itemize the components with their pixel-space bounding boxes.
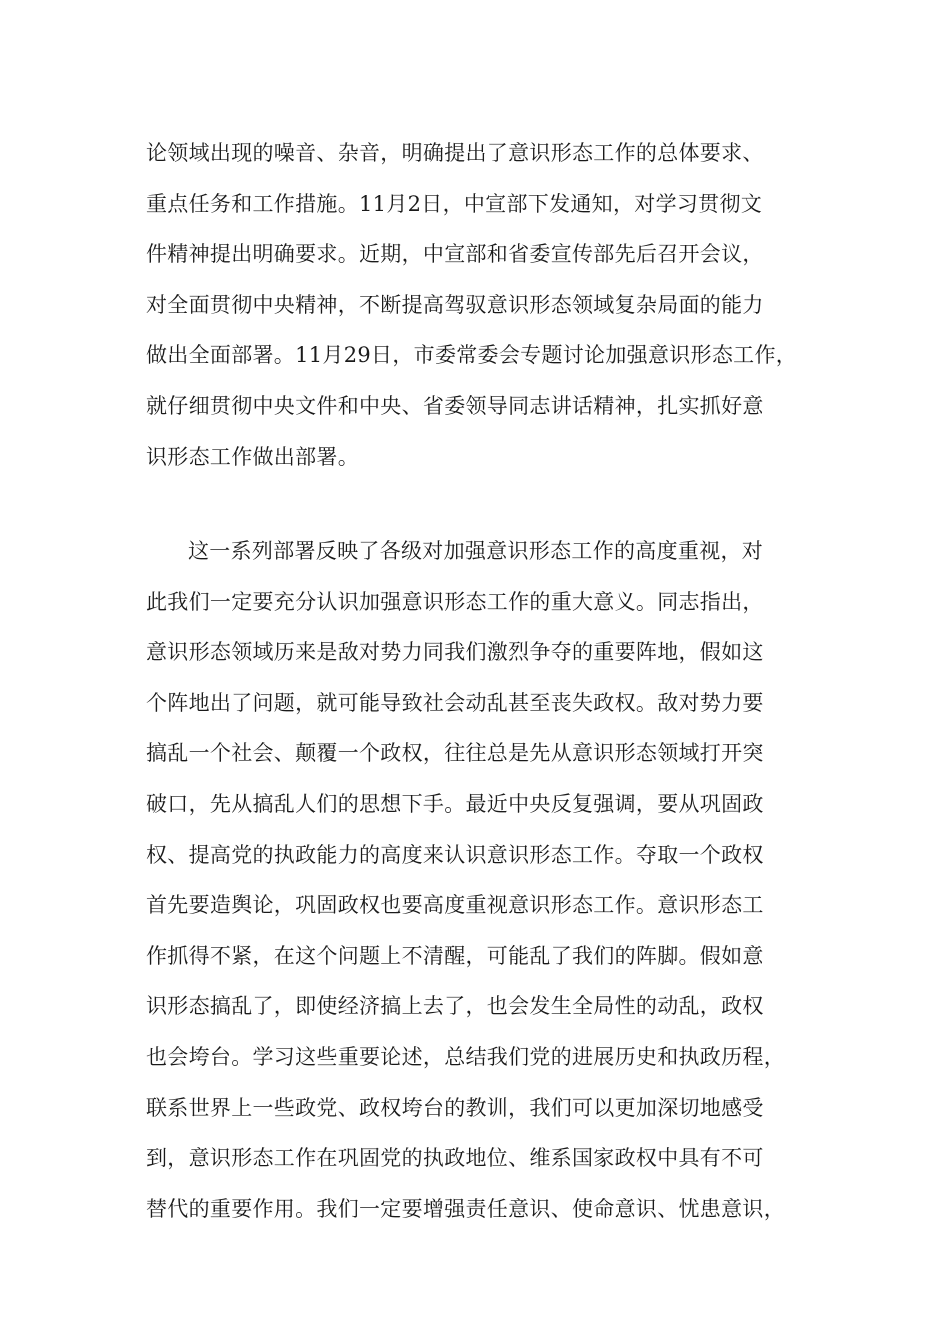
paragraph-line: 联系世界上一些政党、政权垮台的教训，我们可以更加深切地感受 xyxy=(146,1095,764,1120)
paragraph-line: 此我们一定要充分认识加强意识形态工作的重大意义。同志指出， xyxy=(146,589,764,614)
paragraph-line: 重点任务和工作措施。11月2日，中宣部下发通知，对学习贯彻文 xyxy=(146,191,763,216)
paragraph-line: 意识形态领域历来是敌对势力同我们激烈争夺的重要阵地，假如这 xyxy=(146,640,764,665)
paragraph-line: 就仔细贯彻中央文件和中央、省委领导同志讲话精神，扎实抓好意 xyxy=(146,393,764,418)
paragraph-1 xyxy=(146,128,828,482)
paragraph-line: 作抓得不紧，在这个问题上不清醒，可能乱了我们的阵脚。假如意 xyxy=(146,943,764,968)
paragraph-line: 做出全面部署。11月29日，市委常委会专题讨论加强意识形态工作， xyxy=(146,343,798,368)
paragraph-line: 到，意识形态工作在巩固党的执政地位、维系国家政权中具有不可 xyxy=(146,1146,764,1171)
paragraph-line: 件精神提出明确要求。近期，中宣部和省委宣传部先后召开会议， xyxy=(146,242,764,267)
paragraph-line: 识形态搞乱了，即使经济搞上去了，也会发生全局性的动乱，政权 xyxy=(146,994,764,1019)
paragraph-line: 个阵地出了问题，就可能导致社会动乱甚至丧失政权。敌对势力要 xyxy=(146,690,764,715)
paragraph-line: 识形态工作做出部署。 xyxy=(146,444,359,469)
paragraph-line: 首先要造舆论，巩固政权也要高度重视意识形态工作。意识形态工 xyxy=(146,893,764,918)
paragraph-2 xyxy=(146,526,828,1234)
paragraph-line: 搞乱一个社会、颠覆一个政权，往往总是先从意识形态领域打开突 xyxy=(146,741,764,766)
paragraph-line: 权、提高党的执政能力的高度来认识意识形态工作。夺取一个政权 xyxy=(146,842,764,867)
paragraph-line: 也会垮台。学习这些重要论述，总结我们党的进展历史和执政历程， xyxy=(146,1044,785,1069)
paragraph-line: 破口，先从搞乱人们的思想下手。最近中央反复强调，要从巩固政 xyxy=(146,791,764,816)
paragraph-line: 对全面贯彻中央精神，不断提高驾驭意识形态领域复杂局面的能力 xyxy=(146,292,764,317)
paragraph-line: 论领域出现的噪音、杂音，明确提出了意识形态工作的总体要求、 xyxy=(146,141,764,165)
paragraph-line: 替代的重要作用。我们一定要增强责任意识、使命意识、忧患意识， xyxy=(146,1196,785,1221)
paragraph-line-indented: 这一系列部署反映了各级对加强意识形态工作的高度重视，对 xyxy=(188,539,764,563)
